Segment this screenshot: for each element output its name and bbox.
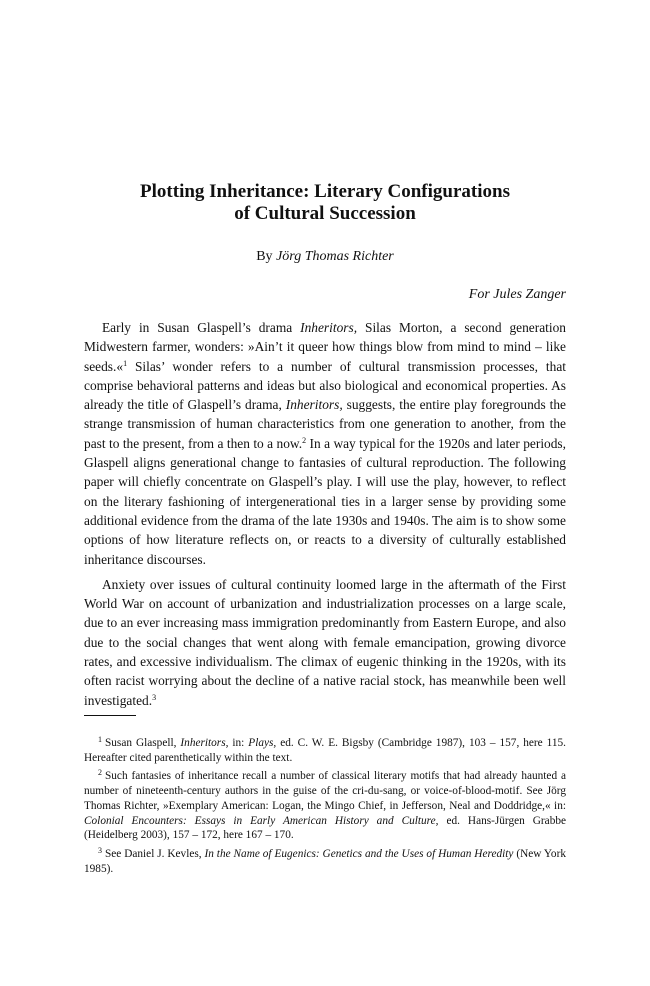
footnote-ref-1: 1 <box>123 358 128 368</box>
text-run: (New York 1985). <box>84 847 566 875</box>
text-run: Silas’ wonder refers to a number of cultural transmission processes, that comprise behavioral patterns and ideas but also biological and economical properties. As already the title of Glaspell’s drama, <box>84 358 566 413</box>
title-line-2: of Cultural Succession <box>234 203 416 224</box>
text-run: ed. Hans-Jürgen Grabbe (Heidelberg 2003), 157 – 172, here 167 – 170. <box>84 814 567 842</box>
text-run: See Daniel J. Kevles, <box>105 847 205 860</box>
article-title <box>84 181 566 225</box>
text-run: in: <box>228 737 249 749</box>
text-run: ed. C. W. E. Bigsby (Cambridge 1987), 103 – 157, here 115. Hereafter cited parenthetically within the text. <box>84 737 566 764</box>
footnote-number: 2 <box>98 768 102 778</box>
text-run: Anxiety over issues of cultural continuity loomed large in the aftermath of the First World War on account of urbanization and industrialization processes on a large scale, due to an ever increasing mass immigration predominantly from Eastern Europe, and also due to the social changes that went along with female emancipation, growing divorce rates, and excessive individualism. The climax of eugenic thinking in the 1920s, with its often racist worrying about the decline of a native racial stock, has meanwhile been well investigated. <box>84 576 566 708</box>
byline-prefix: By <box>256 249 273 264</box>
text-run: Susan Glaspell, <box>105 737 181 749</box>
paragraph-2 <box>84 575 566 710</box>
dedication-text: For Jules Zanger <box>468 287 566 302</box>
footnote-3 <box>84 847 566 876</box>
text-run: Early in Susan Glaspell’s drama <box>102 320 301 335</box>
footnote-1 <box>84 736 566 765</box>
play-title: Inheritors, <box>300 320 358 335</box>
title-line-1: Plotting Inheritance: Literary Configurations <box>140 181 510 202</box>
body-text <box>84 318 566 716</box>
author-name: Jörg Thomas Richter <box>276 249 394 264</box>
footnote-ref-3: 3 <box>152 692 157 702</box>
footnote-2 <box>84 769 566 843</box>
dedication <box>469 286 566 304</box>
footnotes <box>84 736 566 880</box>
text-run: In a way typical for the 1920s and later periods, Glaspell aligns generational change to fantasies of cultural reproduction. The following paper will chiefly concentrate on Glaspell’s play. I will use the play, however, to reflect on the literary fashioning of intergenerational ties in a larger sense by providing some additional evidence from the drama of the late 1930s and 1940s. The aim is to show some options of how literature reflects on, or reacts to a diversity of culturally established inheritance discourses. <box>84 435 566 567</box>
text-run: Silas Morton, a second generation Midwestern farmer, wonders: »Ain’t it queer how things blow from mind to mind – like seeds.« <box>84 320 566 374</box>
play-title: Inheritors, <box>285 397 343 413</box>
work-title: Inheritors, <box>180 737 229 749</box>
paragraph-1 <box>84 318 566 569</box>
footnote-ref-2: 2 <box>302 435 307 445</box>
work-title: In the Name of Eugenics: Genetics and the Uses of Human Heredity <box>204 847 514 860</box>
work-title: Plays, <box>248 737 277 749</box>
footnote-number: 3 <box>98 845 102 855</box>
footnote-number: 1 <box>98 735 102 744</box>
text-run: suggests, the entire play foregrounds the strange transmission of human characteristics from one generation to another, from the past to the present, from a then to a now. <box>84 397 567 451</box>
byline <box>84 248 566 266</box>
work-title: Colonial Encounters: Essays in Early American History and Culture, <box>84 814 439 827</box>
text-run: Such fantasies of inheritance recall a number of classical literary motifs that had already haunted a number of nineteenth-century authors in the guise of the cri-du-sang, or voice-of-blood-motif. See Jörg Thomas Richter, »Exemplary American: Logan, the Mingo Chief, in Jefferson, Neal and Doddridge,« in: <box>84 770 566 812</box>
footnote-separator <box>84 715 136 716</box>
